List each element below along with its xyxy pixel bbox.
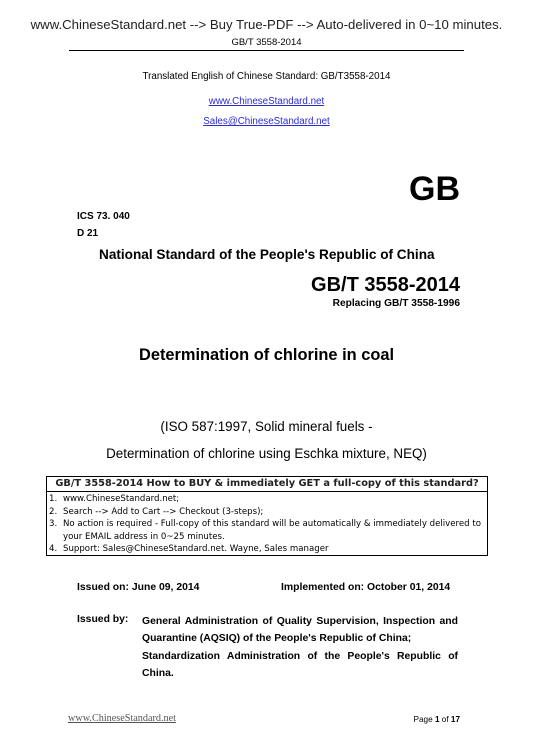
buy-step-3 (49, 518, 487, 543)
issued-on-date: Issued on: June 09, 2014 (77, 582, 200, 593)
header-code: GB/T 3558-2014 (231, 37, 302, 48)
page-of: of (439, 715, 451, 724)
page-total: 17 (450, 715, 460, 724)
iso-reference-line2: Determination of chlorine using Eschka mixture, NEQ) (106, 446, 427, 461)
page-number (414, 715, 460, 724)
national-standard-title: National Standard of the People's Republic of China (99, 247, 435, 262)
buy-step-number: 3. (49, 519, 58, 529)
ccs-code: D 21 (77, 228, 99, 239)
ics-code: ICS 73. 040 (77, 211, 130, 222)
buy-step-2 (49, 506, 487, 519)
standard-code: GB/T 3558-2014 (311, 274, 460, 296)
buy-step-text[interactable]: www.ChineseStandard.net; (63, 494, 180, 504)
document-title: Determination of chlorine in coal (139, 346, 394, 364)
buy-step-4 (49, 543, 487, 556)
website-link-wrap (0, 91, 533, 109)
buy-box-heading: GB/T 3558-2014 How to BUY & immediately GET a full-copy of this standard? (47, 477, 487, 492)
buy-step-text: No action is required - Full-copy of this standard will be automatically & immediately delivered to your EMAIL address in 0~25 minutes. (63, 519, 481, 542)
header-banner: www.ChineseStandard.net --> Buy True-PDF --> Auto-delivered in 0~10 minutes. (30, 17, 503, 32)
buy-step-1 (49, 493, 487, 506)
page-current: 1 (434, 715, 440, 724)
website-link[interactable]: www.ChineseStandard.net (208, 96, 325, 107)
buy-step-number: 4. (49, 544, 58, 554)
gb-mark: GB (409, 170, 460, 208)
email-link[interactable]: Sales@ChineseStandard.net (203, 116, 330, 127)
page-prefix: Page (413, 715, 435, 724)
implemented-on-date: Implemented on: October 01, 2014 (281, 582, 451, 593)
email-link-wrap (0, 111, 533, 129)
issued-by-label: Issued by: (77, 614, 129, 625)
replacing-note: Replacing GB/T 3558-1996 (332, 298, 460, 309)
buy-step-text: Search --> Add to Cart --> Checkout (3-steps); (63, 506, 264, 517)
iso-reference-line1: (ISO 587:1997, Solid mineral fuels - (160, 419, 373, 434)
buy-step-number: 1. (49, 494, 58, 504)
buy-step-number: 2. (49, 506, 58, 517)
buy-step-text[interactable]: Support: Sales@ChineseStandard.net. Wayne, Sales manager (63, 544, 329, 554)
issuer-sac: Standardization Administration of the People's Republic of China. (142, 651, 458, 679)
translated-note: Translated English of Chinese Standard: GB/T3558-2014 (142, 71, 391, 82)
header-divider (69, 50, 464, 51)
issuer-aqsiq: General Administration of Quality Supervision, Inspection and Quarantine (AQSIQ) of the People's Republic of China; (142, 616, 458, 644)
buy-steps-list (47, 492, 487, 556)
buy-info-box (46, 476, 488, 556)
footer-website-link[interactable]: www.ChineseStandard.net (68, 713, 176, 724)
